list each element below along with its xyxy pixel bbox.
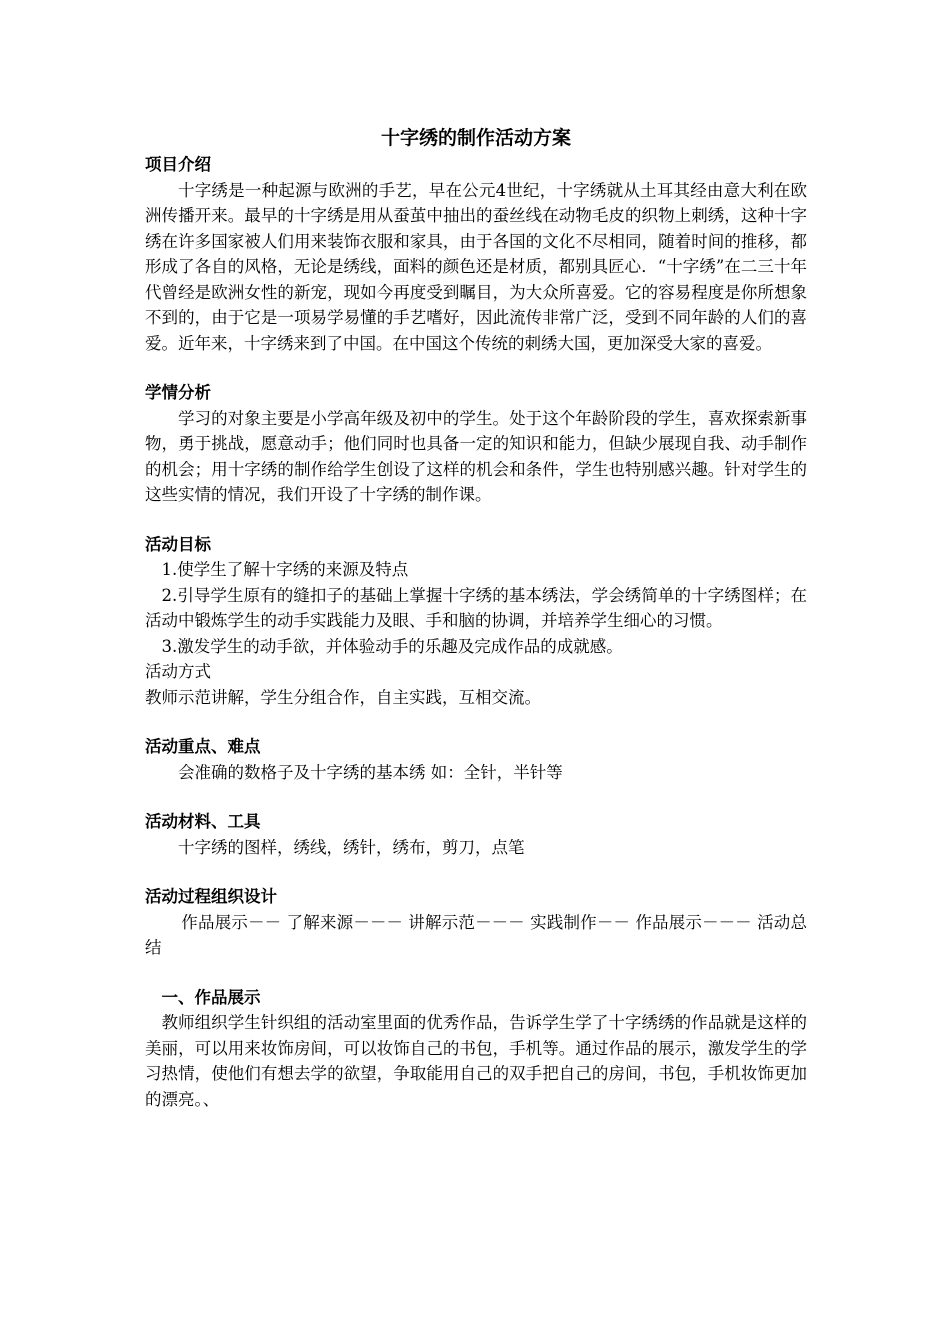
goal-item-2: 2.引导学生原有的缝扣子的基础上掌握十字绣的基本绣法，学会绣简单的十字绣图样；在活动中锻炼学生的动手实践能力及眼、手和脑的协调，并培养学生细心的习惯。 bbox=[145, 585, 807, 630]
spacer bbox=[145, 785, 807, 809]
spacer bbox=[145, 710, 807, 734]
heading-intro: 项目介绍 bbox=[145, 155, 211, 174]
paragraph-section-1: 教师组织学生针织组的活动室里面的优秀作品，告诉学生学了十字绣绣的作品就是这样的美丽，可以用来妆饰房间，可以妆饰自己的书包，手机等。通过作品的展示，激发学生的学习热情，使他们有想去学的欲望，争取能用自己的双手把自己的房间，书包，手机妆饰更加的漂亮。、 bbox=[145, 1013, 807, 1109]
heading-section-1: 一、作品展示 bbox=[161, 987, 261, 1007]
heading-materials: 活动材料、工具 bbox=[145, 812, 261, 831]
heading-keypoints: 活动重点、难点 bbox=[145, 737, 261, 756]
document-body bbox=[145, 124, 807, 1112]
spacer bbox=[145, 860, 807, 884]
heading-method: 活动方式 bbox=[145, 662, 211, 681]
paragraph-intro: 十字绣是一种起源与欧洲的手艺，早在公元4世纪，十字绣就从土耳其经由意大利在欧洲传播开来。最早的十字绣是用从蚕茧中抽出的蚕丝线在动物毛皮的织物上刺绣，这种十字绣在许多国家被人们用来装饰衣服和家具，由于各国的文化不尽相同，随着时间的推移，都形成了各自的风格，无论是绣线，面料的颜色还是材质，都别具匠心．“十字绣”在二三十年代曾经是欧洲女性的新宠，现如今再度受到瞩目，为大众所喜爱。它的容易程度是你所想象不到的，由于它是一项易学易懂的手艺嗜好，因此流传非常广泛，受到不同年龄的人们的喜爱。近年来，十字绣来到了中国。在中国这个传统的刺绣大国，更加深受大家的喜爱。 bbox=[145, 180, 807, 353]
document-title: 十字绣的制作活动方案 bbox=[380, 127, 571, 149]
paragraph-method: 教师示范讲解，学生分组合作，自主实践，互相交流。 bbox=[145, 687, 541, 707]
paragraph-keypoints: 会准确的数格子及十字绣的基本绣 如：全针，半针等 bbox=[178, 762, 563, 782]
goal-item-3: 3.激发学生的动手欲，并体验动手的乐趣及完成作品的成就感。 bbox=[161, 636, 623, 656]
paragraph-process: 作品展示－－ 了解来源－－－ 讲解示范－－－ 实践制作－－ 作品展示－－－ 活动总结 bbox=[145, 912, 807, 957]
heading-analysis: 学情分析 bbox=[145, 383, 211, 402]
heading-process: 活动过程组织设计 bbox=[145, 887, 277, 906]
goal-item-1: 1.使学生了解十字绣的来源及特点 bbox=[161, 560, 409, 579]
spacer bbox=[145, 508, 807, 532]
spacer bbox=[145, 356, 807, 380]
heading-goals: 活动目标 bbox=[145, 534, 211, 554]
paragraph-materials: 十字绣的图样，绣线，绣针，绣布，剪刀，点笔 bbox=[178, 837, 525, 857]
paragraph-analysis: 学习的对象主要是小学高年级及初中的学生。处于这个年龄阶段的学生，喜欢探索新事物，勇于挑战，愿意动手；他们同时也具备一定的知识和能力，但缺少展现自我、动手制作的机会；用十字绣的制作给学生创设了这样的机会和条件，学生也特别感兴趣。针对学生的这些实情的情况，我们开设了十字绣的制作课。 bbox=[145, 408, 807, 504]
spacer bbox=[145, 961, 807, 985]
